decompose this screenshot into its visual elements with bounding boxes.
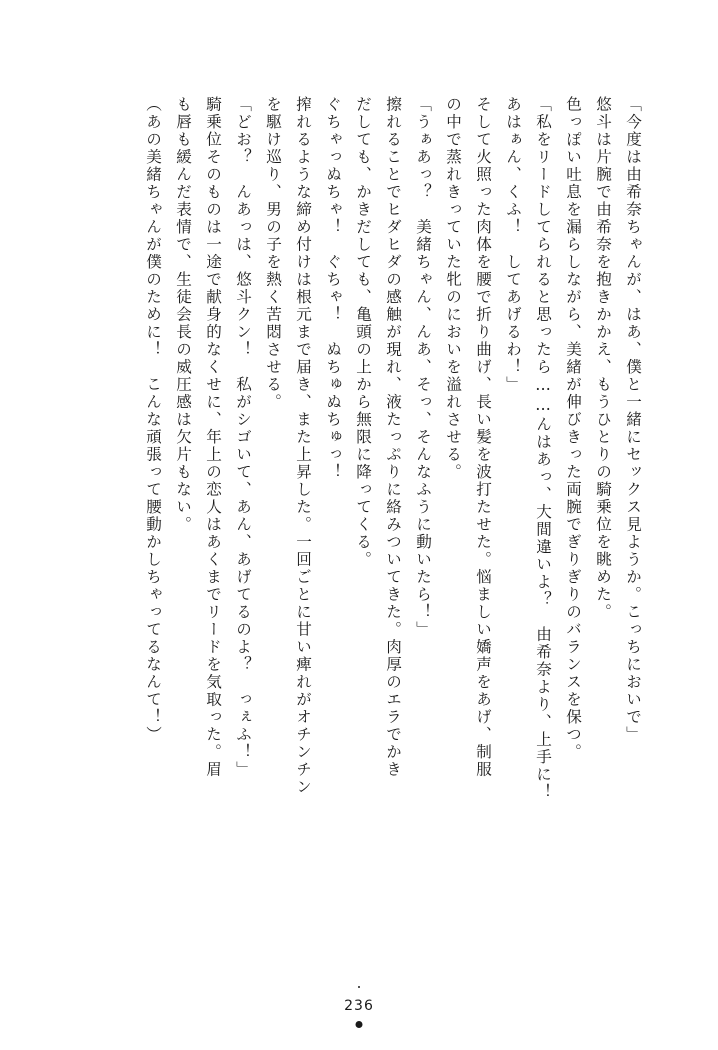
text-line: 「今度は由希奈ちゃんが、はあ、僕と一緒にセックス見ようか。こっちにおいで」 (624, 96, 642, 744)
text-line: の中で蒸れきっていた牝のにおいを溢れさせる。 (444, 96, 462, 481)
text-line: そして火照った肉体を腰で折り曲げ、長い髪を波打たせた。悩ましい嬌声をあげ、制服 (474, 96, 492, 779)
text-line: あはぁん、くふ！ してあげるわ！」 (504, 96, 522, 394)
vertical-text-body (70, 96, 640, 956)
text-line: 搾れるような締め付けは根元まで届き、また上昇した。一回ごとに甘い痺れがオチンチン (294, 96, 312, 796)
text-line: （あの美緒ちゃんが僕のために！ こんな頑張って腰動かしちゃってるなんて！） (144, 96, 162, 744)
text-line: も唇も緩んだ表情で、生徒会長の威圧感は欠片もない。 (174, 96, 192, 534)
text-line: ぐちゃっぬちゃ！ ぐちゃ！ ぬちゅぬちゅっ！ (324, 96, 342, 481)
text-line: 擦れることでヒダヒダの感触が現れ、液たっぷりに絡みついてきた。肉厚のエラでかき (384, 96, 402, 779)
text-line: 騎乗位そのものは一途で献身的なくせに、年上の恋人はあくまでリードを気取った。眉 (204, 96, 222, 779)
text-line: 「どお？ んあっは、悠斗クン！ 私がシゴいて、あん、あげてるのよ？ っぇふ！」 (234, 96, 252, 779)
page-number: 236 (344, 998, 374, 1014)
text-line: 悠斗は片腕で由希奈を抱きかかえ、もうひとりの騎乗位を眺めた。 (594, 96, 612, 621)
text-line: だしても、かきだしても、亀頭の上から無限に降ってくる。 (354, 96, 372, 569)
text-line: 色っぽい吐息を漏らしながら、美緒が伸びきった両腕でぎりぎりのバランスを保つ。 (564, 96, 582, 761)
text-line: 「うぁあっ？ 美緒ちゃん、んあ、そっ、そんなふうに動いたら！」 (414, 96, 432, 639)
gutter-dot (358, 986, 360, 988)
footer-dot-icon (356, 1021, 363, 1028)
text-line: を駆け巡り、男の子を熱く苦悶させる。 (264, 96, 282, 411)
text-line: 「私をリードしてられると思ったら……んはあっ、大間違いよ？ 由希奈より、上手に！ (534, 96, 552, 801)
